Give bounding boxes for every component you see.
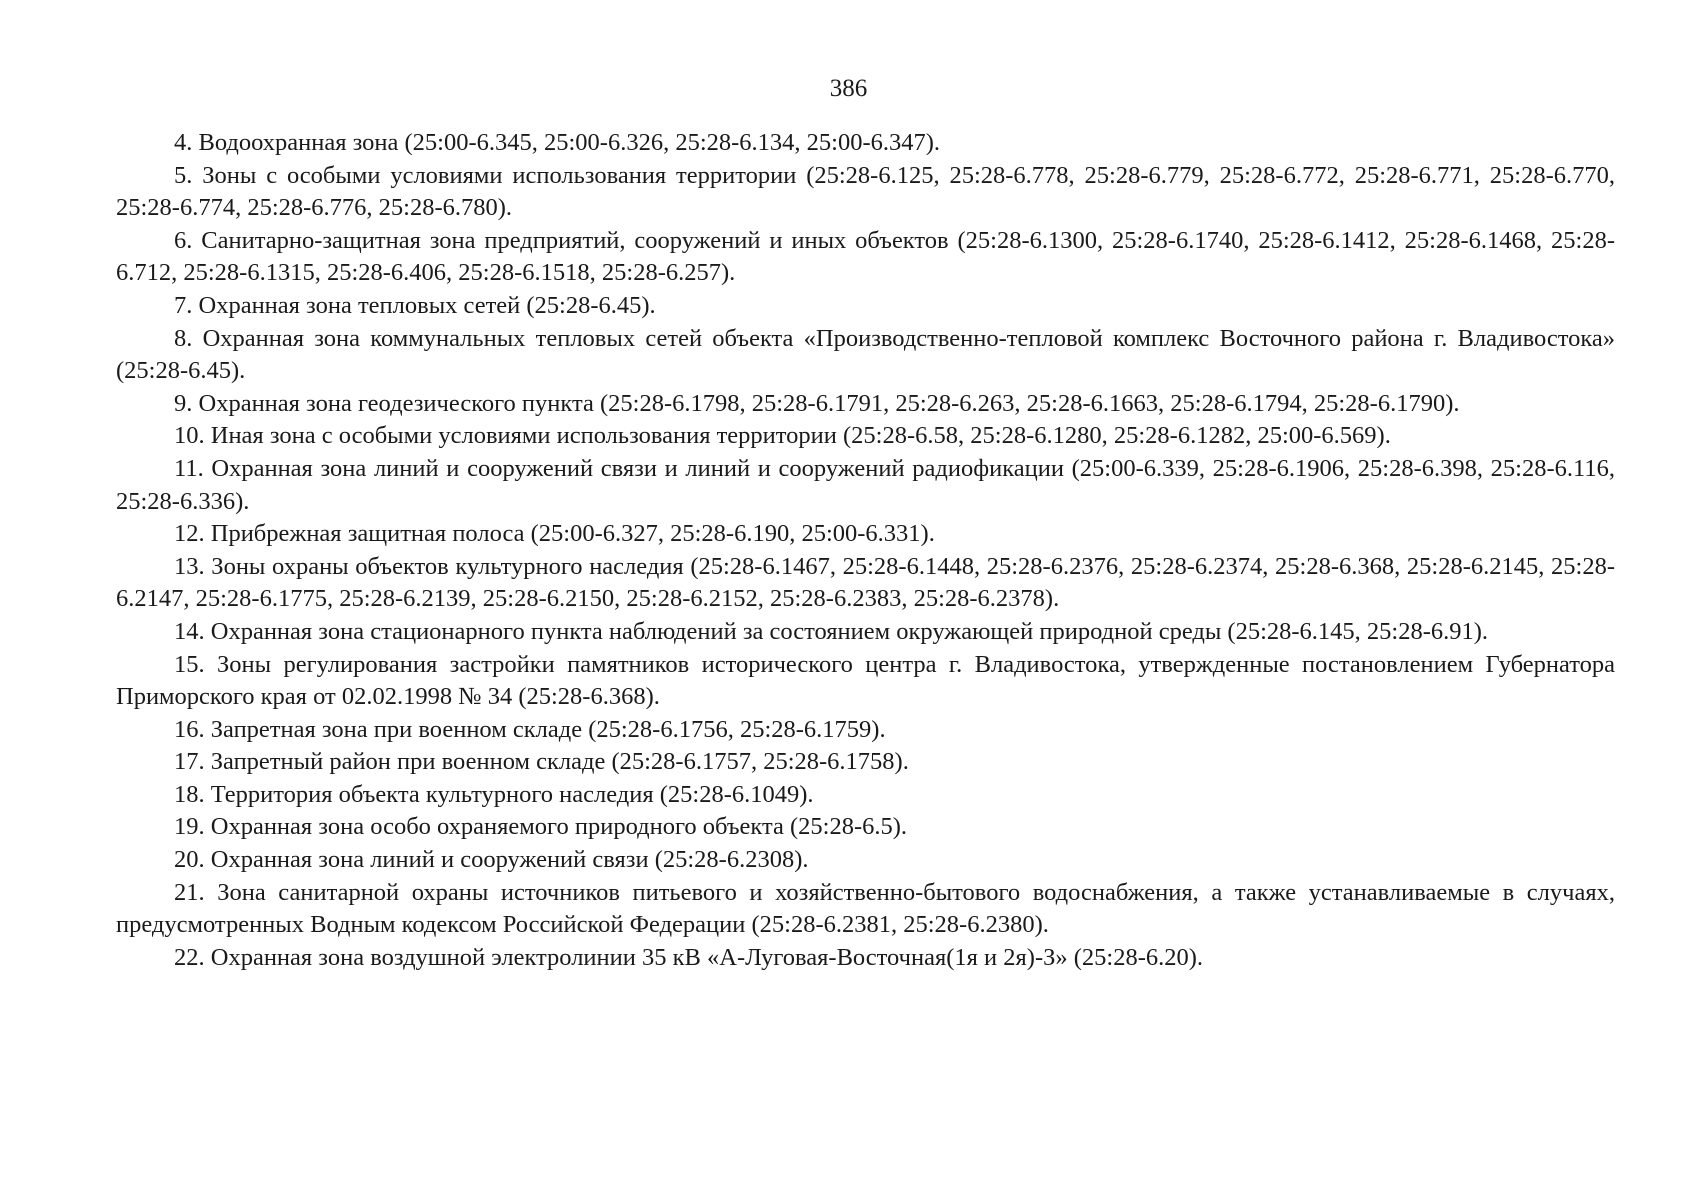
- page-number: 386: [829, 75, 868, 102]
- list-item: 4. Водоохранная зона (25:00-6.345, 25:00-6.326, 25:28-6.134, 25:00-6.347).: [174, 129, 941, 156]
- list-item: 14. Охранная зона стационарного пункта наблюдений за состоянием окружающей природной среды (25:28-6.145, 25:28-6.91).: [174, 617, 1489, 645]
- list-item: 15. Зоны регулирования застройки памятников исторического центра г. Владивостока, утвержденные постановлением Губернатора Приморского края от 02.02.1998 № 34 (25:28-6.368).: [116, 650, 1615, 711]
- list-item: 8. Охранная зона коммунальных тепловых сетей объекта «Производственно-тепловой комплекс Восточного района г. Владивостока» (25:28-6.45).: [116, 324, 1615, 385]
- list-item: 21. Зона санитарной охраны источников питьевого и хозяйственно-бытового водоснабжения, а также устанавливаемые в случаях, предусмотренных Водным кодексом Российской Федерации (25:28-6.2381, 25:28-6.2380).: [116, 878, 1615, 939]
- list-item: 13. Зоны охраны объектов культурного наследия (25:28-6.1467, 25:28-6.1448, 25:28-6.2376, 25:28-6.2374, 25:28-6.368, 25:28-6.2145, 25:28-6.2147, 25:28-6.1775, 25:28-6.2139, 25:28-6.2150, 25:28-6.2152, 25:28-6.2383, 25:28-6.2378).: [116, 552, 1615, 613]
- list-item: 9. Охранная зона геодезического пункта (25:28-6.1798, 25:28-6.1791, 25:28-6.263, 25:28-6.1663, 25:28-6.1794, 25:28-6.1790).: [174, 389, 1460, 417]
- list-item: 6. Санитарно-защитная зона предприятий, сооружений и иных объектов (25:28-6.1300, 25:28-6.1740, 25:28-6.1412, 25:28-6.1468, 25:28-6.712, 25:28-6.1315, 25:28-6.406, 25:28-6.1518, 25:28-6.257).: [116, 226, 1615, 287]
- list-item: 20. Охранная зона линий и сооружений связи (25:28-6.2308).: [174, 846, 809, 874]
- list-item: 22. Охранная зона воздушной электролинии 35 кВ «А-Луговая-Восточная(1я и 2я)-З» (25:28-6.20).: [174, 943, 1204, 971]
- list-item: 18. Территория объекта культурного наследия (25:28-6.1049).: [174, 780, 814, 808]
- list-item: 12. Прибрежная защитная полоса (25:00-6.327, 25:28-6.190, 25:00-6.331).: [174, 520, 935, 548]
- list-item: 11. Охранная зона линий и сооружений связи и линий и сооружений радиофикации (25:00-6.339, 25:28-6.1906, 25:28-6.398, 25:28-6.116, 25:28-6.336).: [116, 454, 1615, 515]
- list-item: 19. Охранная зона особо охраняемого природного объекта (25:28-6.5).: [174, 813, 908, 841]
- zone-list: [116, 127, 1615, 974]
- list-item: 5. Зоны с особыми условиями использования территории (25:28-6.125, 25:28-6.778, 25:28-6.779, 25:28-6.772, 25:28-6.771, 25:28-6.770, 25:28-6.774, 25:28-6.776, 25:28-6.780).: [116, 161, 1615, 222]
- list-item: 17. Запретный район при военном складе (25:28-6.1757, 25:28-6.1758).: [174, 748, 909, 776]
- list-item: 16. Запретная зона при военном складе (25:28-6.1756, 25:28-6.1759).: [174, 715, 886, 743]
- list-item: 7. Охранная зона тепловых сетей (25:28-6.45).: [174, 291, 656, 319]
- list-item: 10. Иная зона с особыми условиями использования территории (25:28-6.58, 25:28-6.1280, 25:28-6.1282, 25:00-6.569).: [174, 422, 1391, 450]
